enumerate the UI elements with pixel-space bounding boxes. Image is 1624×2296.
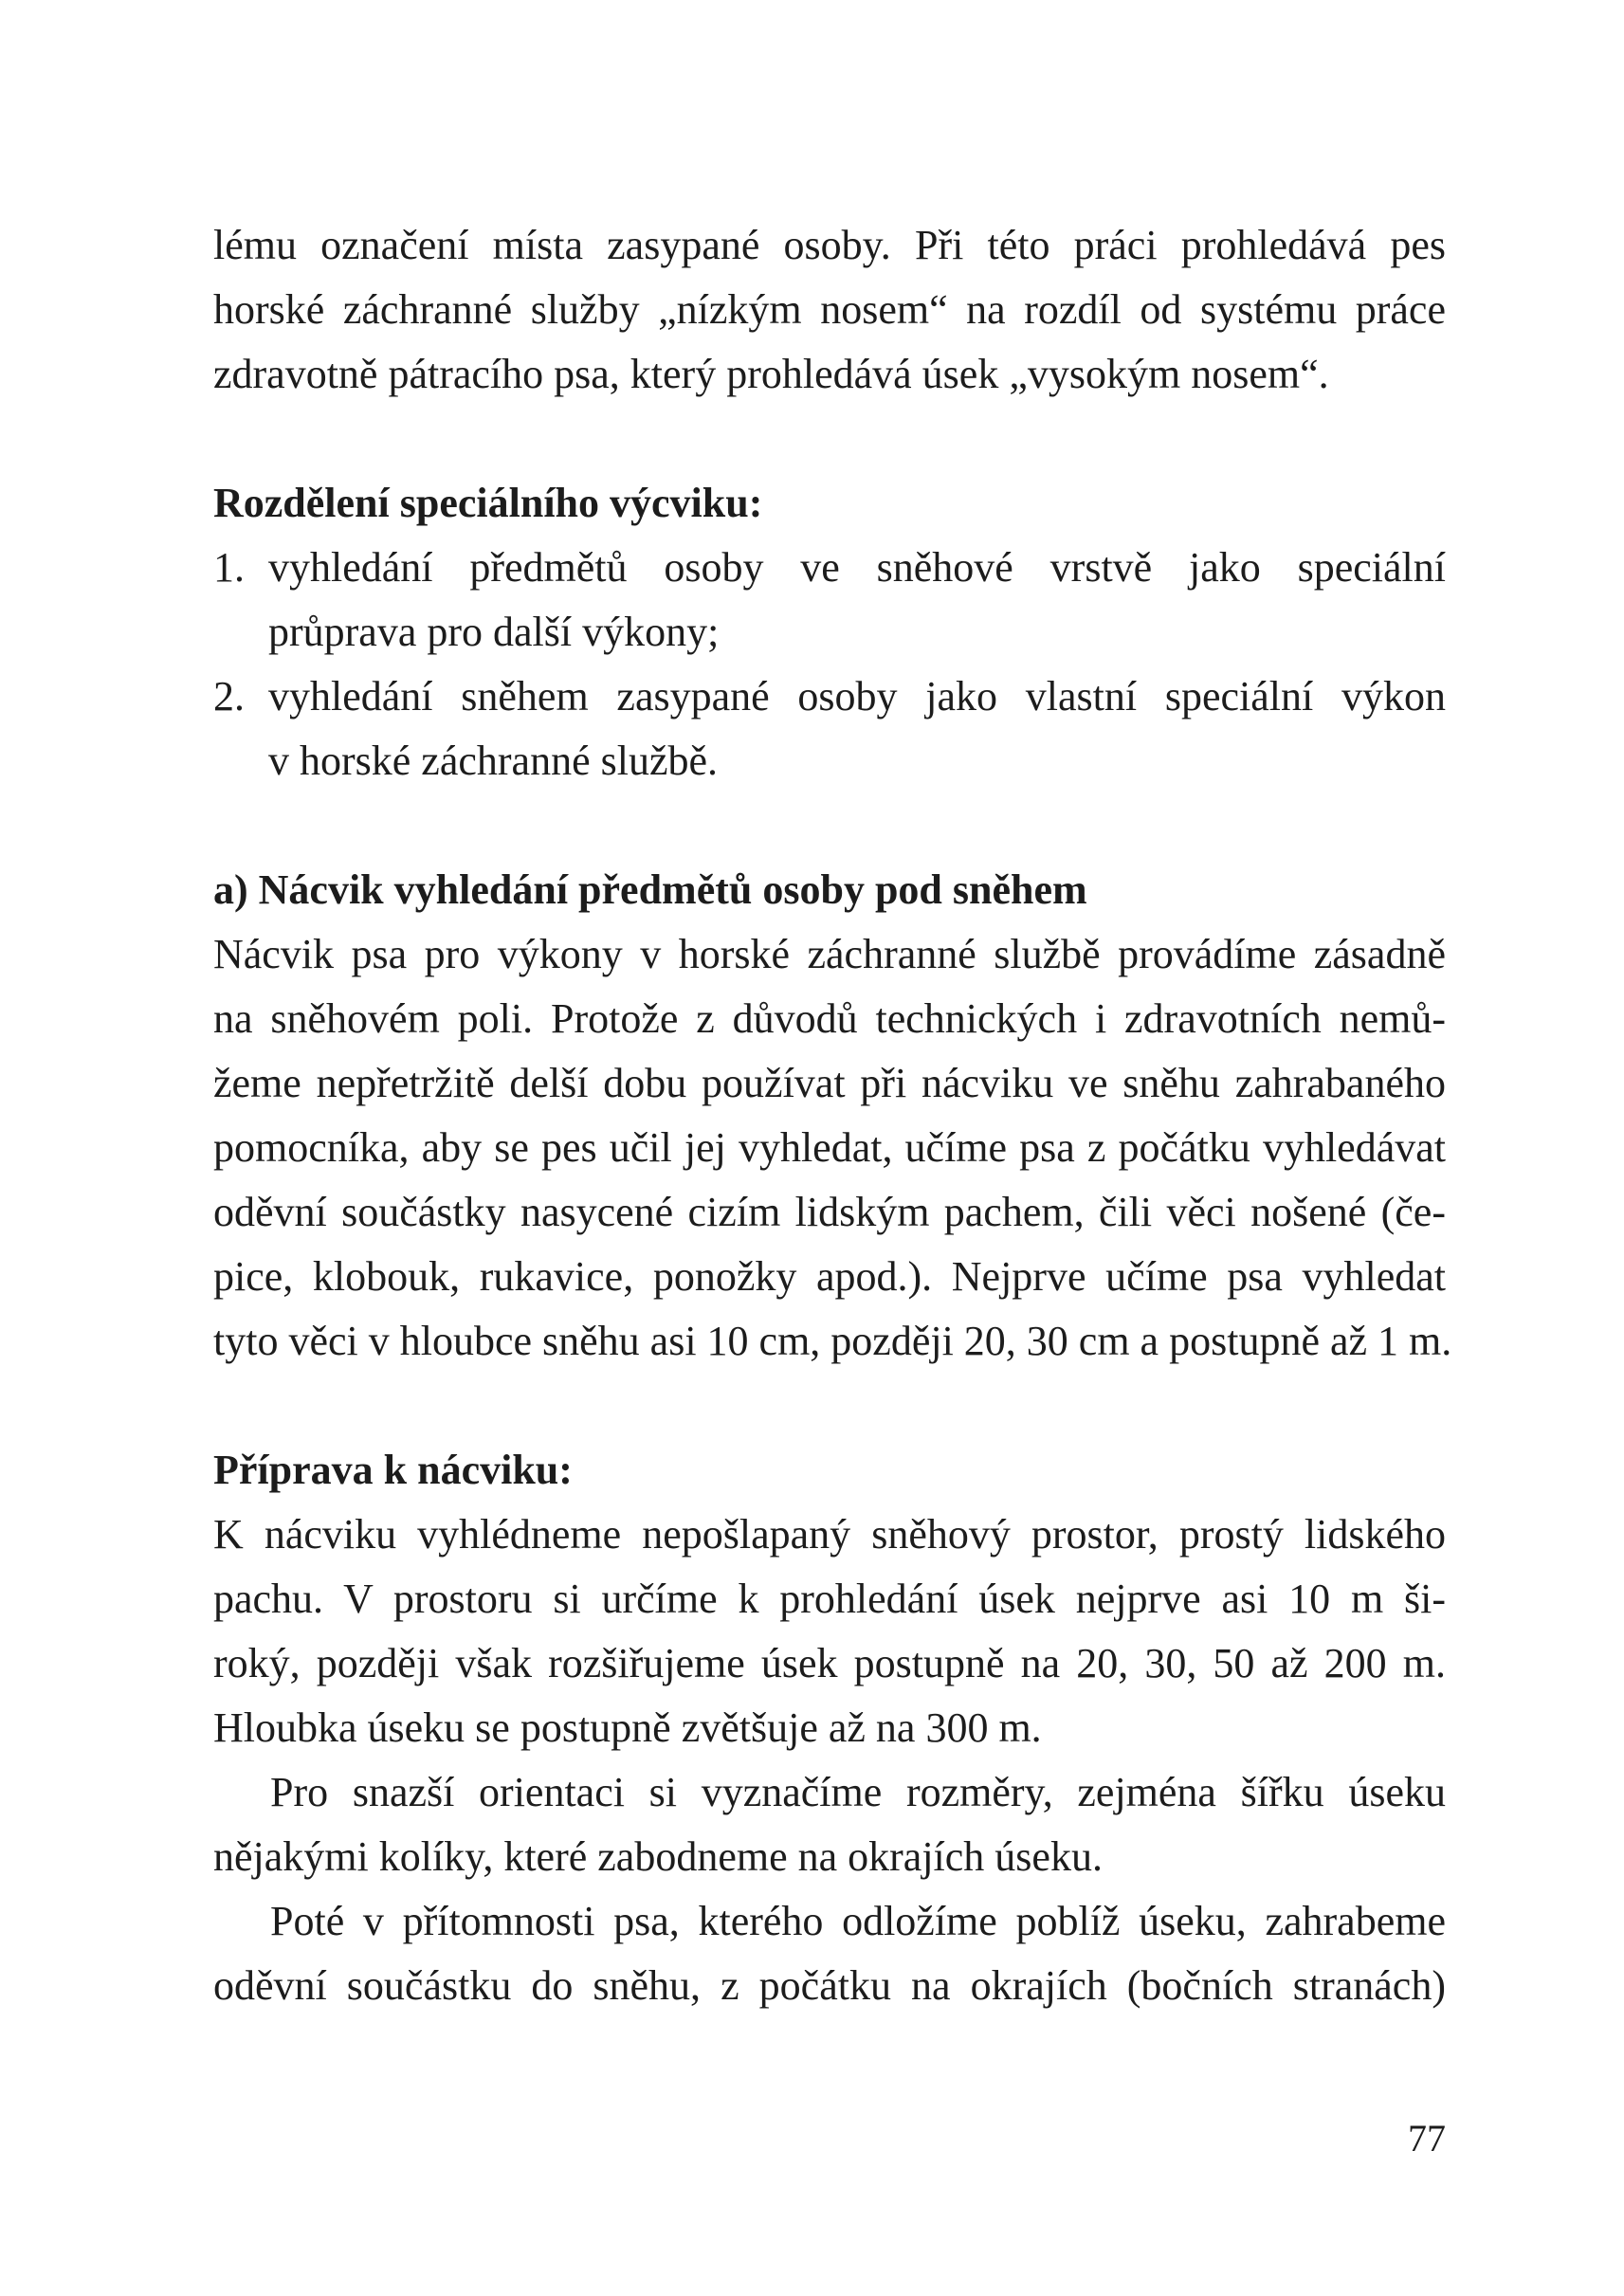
intro-paragraph bbox=[213, 213, 1446, 407]
list-item-line: v horské záchranné službě. bbox=[268, 738, 719, 784]
text-line: horské záchranné služby „nízkým nosem“ na rozdíl od systému práce bbox=[213, 286, 1446, 333]
text-line: oděvní součástku do sněhu, z počátku na okrajích (bočních stranách) bbox=[213, 1962, 1446, 2009]
text-line: žeme nepřetržitě delší dobu používat při nácviku ve sněhu zahrabaného bbox=[213, 1060, 1446, 1106]
list-item-line bbox=[213, 536, 1446, 600]
text-line: Hloubka úseku se postupně zvětšuje až na 300 m. bbox=[213, 1704, 1042, 1751]
text-line: zdravotně pátracího psa, který prohledává úsek „vysokým nosem“. bbox=[213, 351, 1329, 397]
list-item bbox=[213, 536, 1446, 665]
section-heading: Rozdělení speciálního výcviku: bbox=[213, 480, 763, 526]
text-line: oděvní součástky nasycené cizím lidským pachem, čili věci nošené (če- bbox=[213, 1189, 1446, 1235]
text-line: K nácviku vyhlédneme nepošlapaný sněhový prostor, prostý lidského bbox=[213, 1511, 1446, 1558]
text-line: Pro snazší orientaci si vyznačíme rozměry, zejména šířku úseku bbox=[270, 1769, 1446, 1815]
text-line: Poté v přítomnosti psa, kterého odložíme poblíž úseku, zahrabeme bbox=[270, 1898, 1446, 1944]
list-item-number: 2. bbox=[213, 673, 245, 720]
list-item-line bbox=[213, 665, 1446, 729]
text-line: na sněhovém poli. Protože z důvodů technických i zdravotních nemů- bbox=[213, 995, 1446, 1042]
section-heading: Příprava k nácviku: bbox=[213, 1447, 573, 1493]
list-item-line: průprava pro další výkony; bbox=[268, 609, 720, 655]
paragraph bbox=[213, 1503, 1446, 1760]
text-line: roký, později však rozšiřujeme úsek postupně na 20, 30, 50 až 200 m. bbox=[213, 1640, 1446, 1686]
text-line: pachu. V prostoru si určíme k prohledání úsek nejprve asi 10 m ši- bbox=[213, 1576, 1446, 1622]
paragraph-gap bbox=[213, 407, 1446, 471]
list-item-text: vyhledání sněhem zasypané osoby jako vlastní speciální výkon bbox=[268, 673, 1446, 720]
text-line: nějakými kolíky, které zabodneme na okrajích úseku. bbox=[213, 1833, 1103, 1880]
text-line: pomocníka, aby se pes učil jej vyhledat, učíme psa z počátku vyhledávat bbox=[213, 1124, 1446, 1171]
text-line: Nácvik psa pro výkony v horské záchranné službě provádíme zásadně bbox=[213, 931, 1446, 977]
list-item-number: 1. bbox=[213, 544, 245, 591]
list-item-text: vyhledání předmětů osoby ve sněhové vrstvě jako speciální bbox=[268, 544, 1446, 591]
text-line: tyto věci v hloubce sněhu asi 10 cm, později 20, 30 cm a postupně až 1 m. bbox=[213, 1318, 1452, 1364]
page-number: 77 bbox=[1408, 2117, 1446, 2159]
text-line: lému označení místa zasypané osoby. Při této práci prohledává pes bbox=[213, 222, 1446, 268]
paragraph-gap bbox=[213, 793, 1446, 858]
paragraph bbox=[213, 1760, 1446, 1889]
text-line: pice, klobouk, rukavice, ponožky apod.). Nejprve učíme psa vyhledat bbox=[213, 1253, 1446, 1300]
preparation-section bbox=[213, 1438, 1446, 2018]
division-section bbox=[213, 471, 1446, 793]
section-a bbox=[213, 858, 1452, 1374]
section-heading: a) Nácvik vyhledání předmětů osoby pod sněhem bbox=[213, 866, 1087, 913]
page-content bbox=[213, 213, 1452, 2018]
paragraph-gap bbox=[213, 1374, 1446, 1438]
paragraph bbox=[213, 1889, 1446, 2018]
list-item bbox=[213, 665, 1446, 793]
